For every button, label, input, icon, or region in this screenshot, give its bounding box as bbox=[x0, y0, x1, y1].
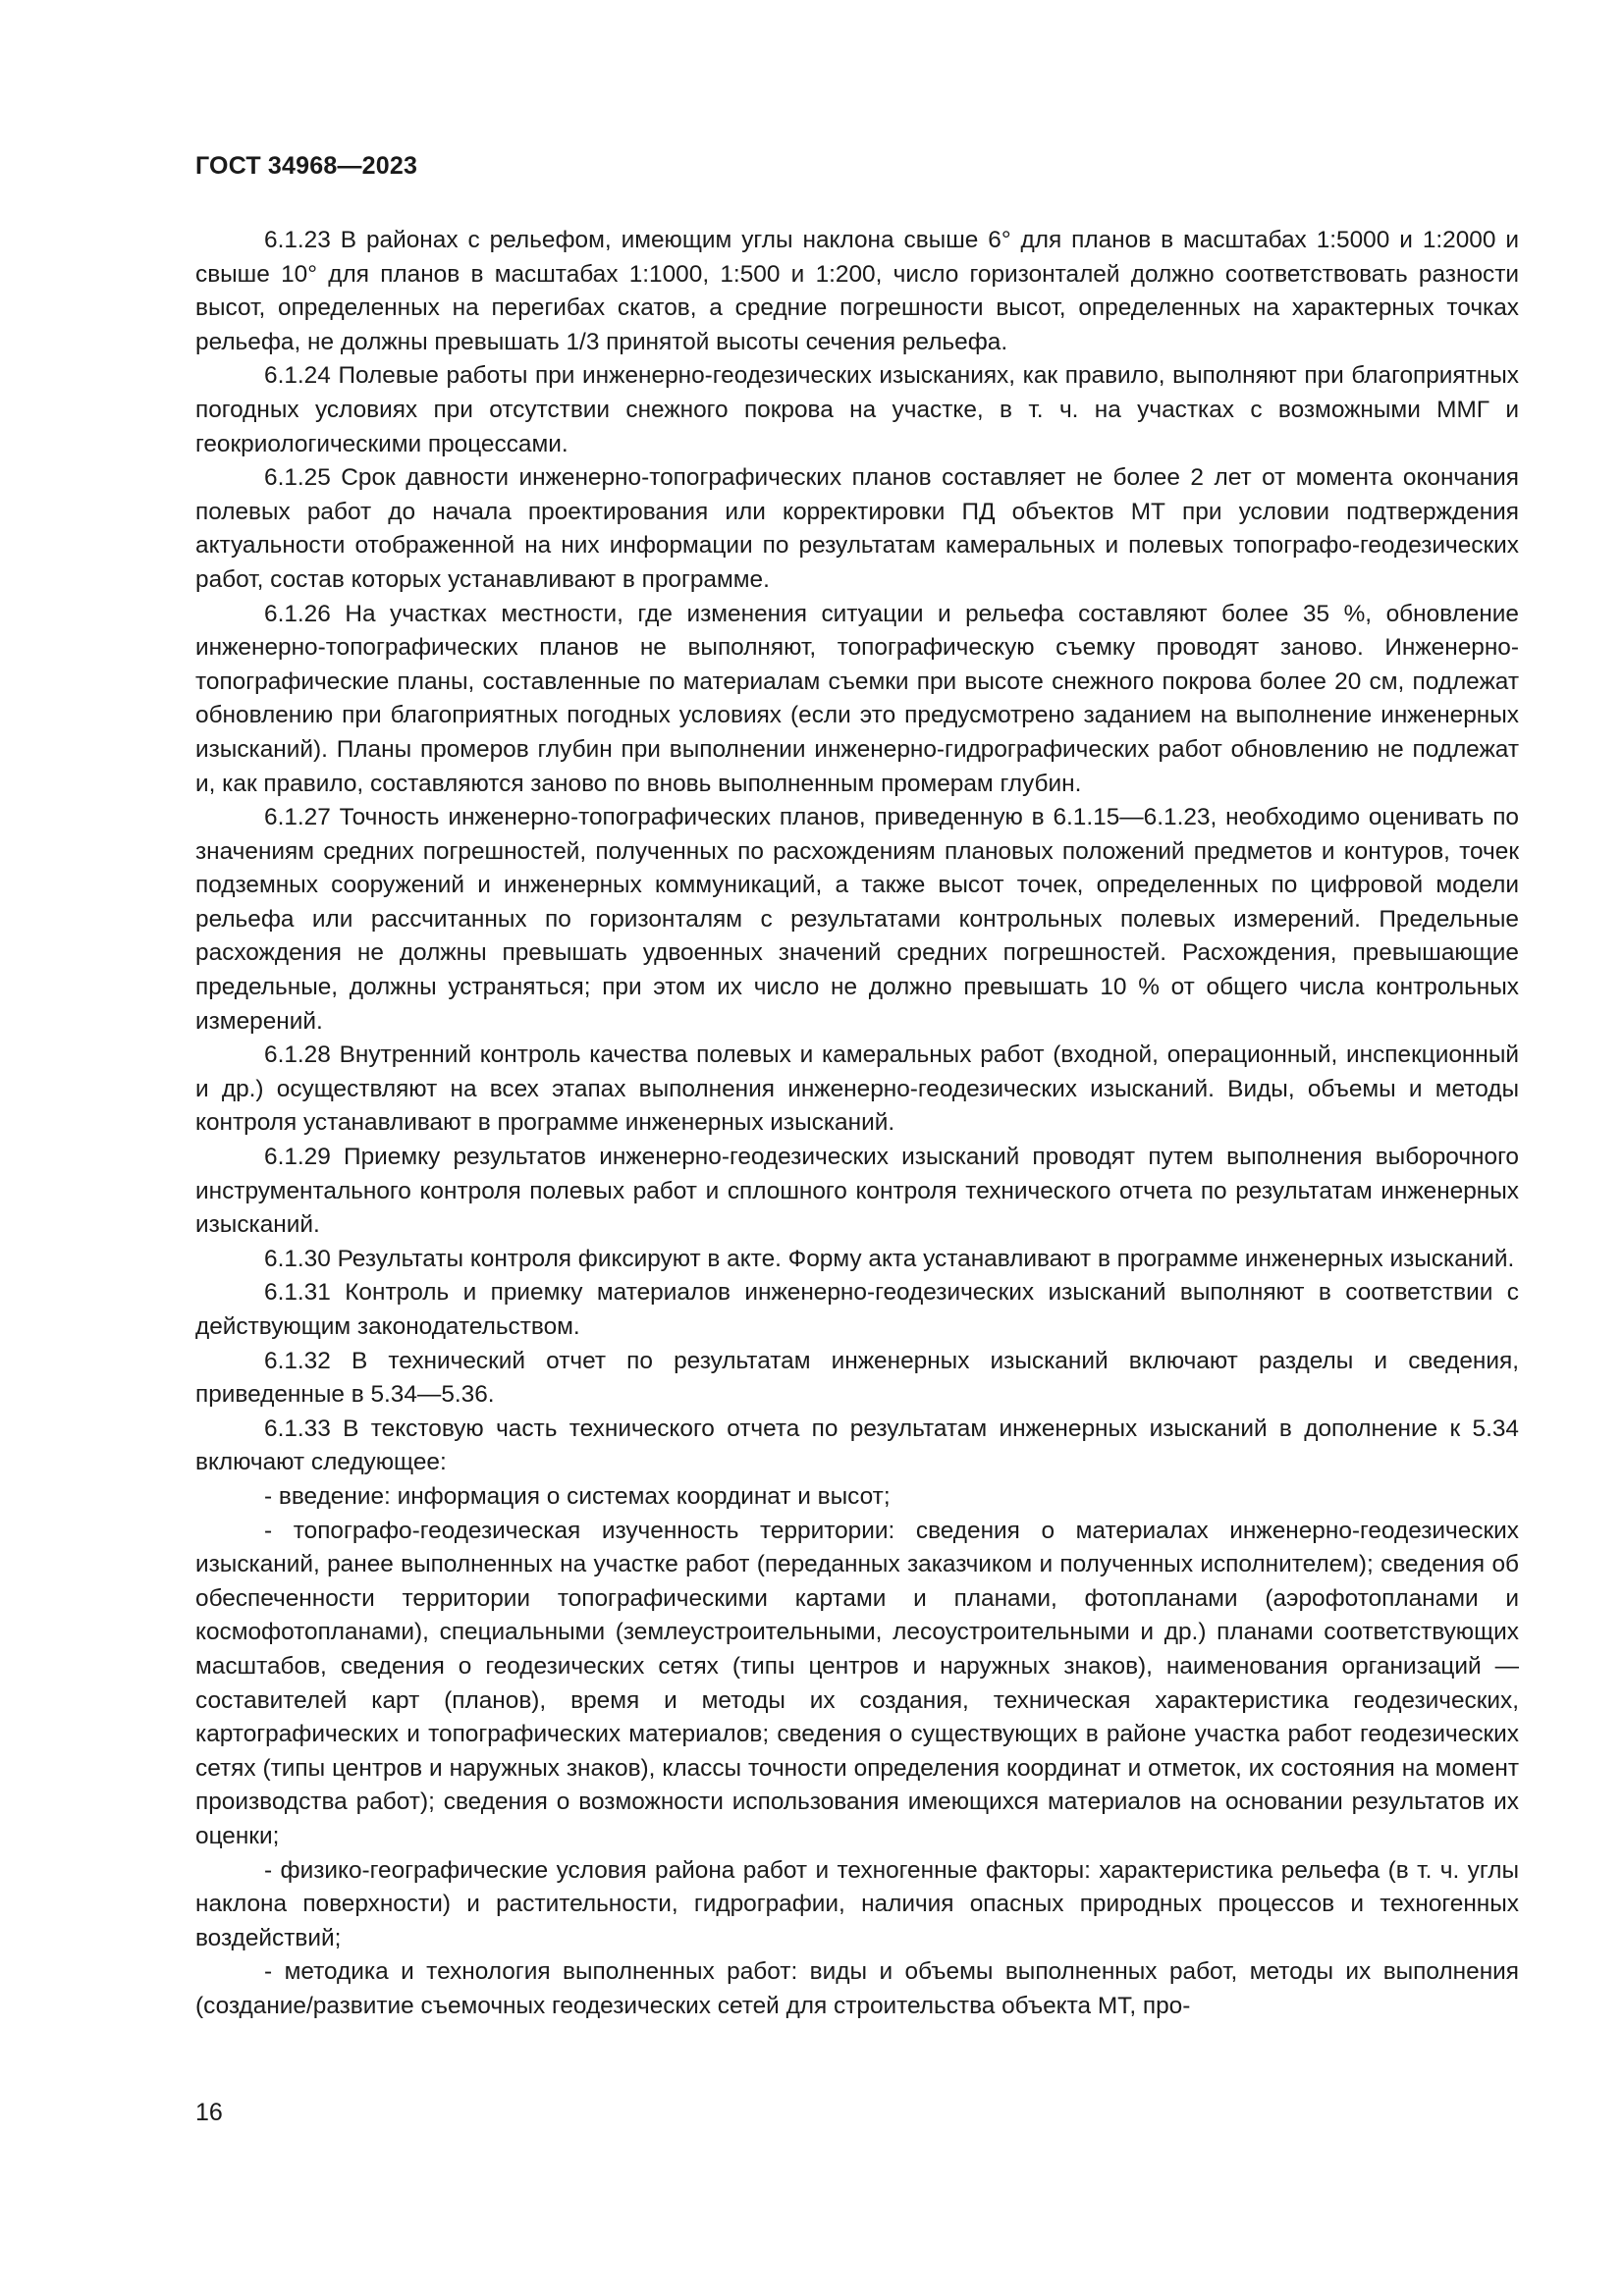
paragraph-6-1-31: 6.1.31 Контроль и приемку материалов инженерно-геодезических изысканий выполняют в соответствии с действующим законодательством. bbox=[195, 1279, 1519, 1340]
document-code-header: ГОСТ 34968—2023 bbox=[195, 152, 418, 180]
document-body bbox=[195, 224, 1519, 2023]
list-item-physical-geographic-conditions: - физико-географические условия района работ и техногенные факторы: характеристика рельефа (в т. ч. углы наклона поверхности) и растительности, гидрографии, наличия опасных природных процессов и техногенных воздействий; bbox=[195, 1856, 1519, 1951]
paragraph-6-1-28: 6.1.28 Внутренний контроль качества полевых и камеральных работ (входной, операционный, инспекционный и др.) осуществляют на всех этапах выполнения инженерно-геодезических изысканий. Виды, объемы и методы контроля устанавливают в программе инженерных изысканий. bbox=[195, 1041, 1519, 1137]
list-item-survey-knowledge: - топографо-геодезическая изученность территории: сведения о материалах инженерно-геодезических изысканий, ранее выполненных на участке работ (переданных заказчиком и полученных исполнителем); сведения об обеспеченности территории топографическими картами и планами, фотопланами (аэрофотопланами и космофотопланами), специальными (землеустроительными, лесоустроительными и др.) планами соответствующих масштабов, сведения о геодезических сетях (типы центров и наружных знаков), наименования организаций — составителей карт (планов), время и методы их создания, техническая характеристика геодезических, картографических и топографических материалов; сведения о существующих в районе участка работ геодезических сетях (типы центров и наружных знаков), классы точности определения координат и отметок, их состояния на момент производства работ); сведения о возможности использования имеющихся материалов на основании результатов их оценки; bbox=[195, 1517, 1519, 1849]
paragraph-6-1-29: 6.1.29 Приемку результатов инженерно-геодезических изысканий проводят путем выполнения выборочного инструментального контроля полевых работ и сплошного контроля технического отчета по результатам инженерных изысканий. bbox=[195, 1144, 1519, 1239]
paragraph-6-1-26: 6.1.26 На участках местности, где изменения ситуации и рельефа составляют более 35 %, обновление инженерно-топографических планов не выполняют, топографическую съемку проводят заново. Инженерно-топографические планы, составленные по материалам съемки при высоте снежного покрова более 20 см, подлежат обновлению при благоприятных погодных условиях (если это предусмотрено заданием на выполнение инженерных изысканий). Планы промеров глубин при выполнении инженерно-гидрографических работ обновлению не подлежат и, как правило, составляются заново по вновь выполненным промерам глубин. bbox=[195, 600, 1519, 797]
paragraph-6-1-25: 6.1.25 Срок давности инженерно-топографических планов составляет не более 2 лет от момента окончания полевых работ до начала проектирования или корректировки ПД объектов МТ при условии подтверждения актуальности отображенной на них информации по результатам камеральных и полевых топографо-геодезических работ, состав которых устанавливают в программе. bbox=[195, 464, 1519, 593]
paragraph-6-1-27: 6.1.27 Точность инженерно-топографических планов, приведенную в 6.1.15—6.1.23, необходимо оценивать по значениям средних погрешностей, полученных по расхождениям плановых положений предметов и контуров, точек подземных сооружений и инженерных коммуникаций, а также высот точек, определенных по цифровой модели рельефа или рассчитанных по горизонталям с результатами контрольных полевых измерений. Предельные расхождения не должны превышать удвоенных значений средних погрешностей. Расхождения, превышающие предельные, должны устраняться; при этом их число не должно превышать 10 % от общего числа контрольных измерений. bbox=[195, 804, 1519, 1035]
list-item-introduction: - введение: информация о системах координат и высот; bbox=[264, 1482, 891, 1510]
paragraph-6-1-23: 6.1.23 В районах с рельефом, имеющим углы наклона свыше 6° для планов в масштабах 1:5000 и 1:2000 и свыше 10° для планов в масштабах 1:1000, 1:500 и 1:200, число горизонталей должно соответствовать разности высот, определенных на перегибах скатов, а средние погрешности высот, определенных на характерных точках рельефа, не должны превышать 1/3 принятой высоты сечения рельефа. bbox=[195, 227, 1519, 355]
paragraph-6-1-30: 6.1.30 Результаты контроля фиксируют в акте. Форму акта устанавливают в программе инженерных изысканий. bbox=[264, 1245, 1515, 1272]
paragraph-6-1-24: 6.1.24 Полевые работы при инженерно-геодезических изысканиях, как правило, выполняют при благоприятных погодных условиях при отсутствии снежного покрова на участке, в т. ч. на участках с возможными ММГ и геокриологическими процессами. bbox=[195, 362, 1519, 457]
list-item-methodology: - методика и технология выполненных работ: виды и объемы выполненных работ, методы их выполнения (создание/развитие съемочных геодезических сетей для строительства объекта МТ, про- bbox=[195, 1958, 1519, 2019]
paragraph-6-1-33: 6.1.33 В текстовую часть технического отчета по результатам инженерных изысканий в дополнение к 5.34 включают следующее: bbox=[195, 1415, 1519, 1476]
paragraph-6-1-32: 6.1.32 В технический отчет по результатам инженерных изысканий включают разделы и сведения, приведенные в 5.34—5.36. bbox=[195, 1347, 1519, 1409]
page-number: 16 bbox=[195, 2099, 223, 2126]
